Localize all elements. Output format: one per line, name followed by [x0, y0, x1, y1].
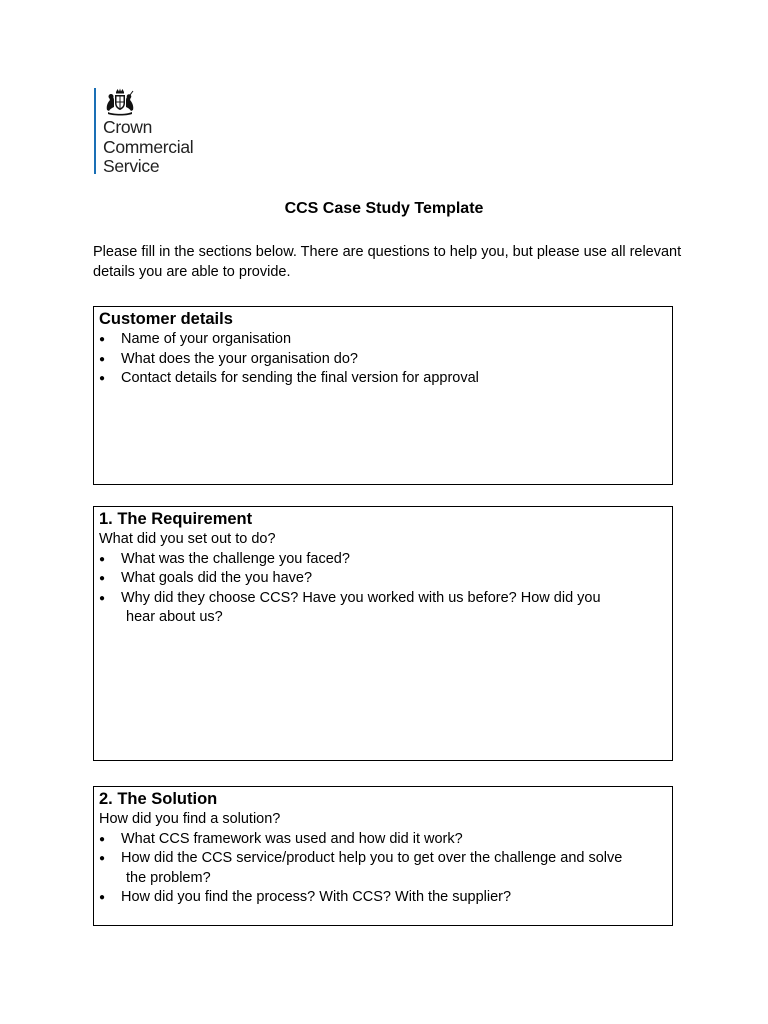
solution-section[interactable] [93, 786, 673, 926]
logo-divider-bar [94, 88, 96, 174]
question-text: How did the CCS service/product help you to get over the challenge and solve [121, 850, 623, 866]
question-text: How did you find the process? With CCS? With the supplier? [121, 889, 512, 905]
section-heading: 1. The Requirement [99, 510, 253, 528]
question-text: What does the your organisation do? [121, 350, 358, 367]
bullet-icon: ● [99, 892, 106, 903]
question-list [99, 830, 667, 908]
bullet-icon: ● [99, 592, 106, 604]
list-item [99, 830, 667, 850]
bullet-icon: ● [99, 334, 106, 345]
question-text: Why did they choose CCS? Have you worked with us before? How did you [121, 589, 601, 606]
question-text: Name of your organisation [121, 331, 292, 347]
logo-line-crown: Crown [103, 117, 153, 137]
question-text-continued: the problem? [126, 869, 211, 886]
crown-commercial-service-logo [94, 88, 224, 174]
list-item [99, 849, 667, 888]
list-item [99, 330, 667, 350]
bullet-icon: ● [99, 853, 106, 864]
list-item [99, 569, 667, 589]
question-list [99, 330, 667, 389]
question-text: What was the challenge you faced? [121, 550, 350, 567]
requirement-section[interactable] [93, 506, 673, 761]
section-heading: 2. The Solution [99, 790, 218, 808]
bullet-icon: ● [99, 353, 106, 365]
question-text: What goals did the you have? [121, 570, 313, 586]
question-text: What CCS framework was used and how did it work? [121, 830, 463, 847]
logo-line-commercial: Commercial [103, 136, 194, 157]
royal-crest-icon [103, 88, 137, 116]
list-item [99, 589, 667, 628]
logo-wordmark [103, 118, 193, 177]
logo-line-service: Service [103, 156, 160, 176]
bullet-icon: ● [99, 573, 106, 584]
section-lead-question: What did you set out to do? [99, 531, 276, 547]
list-item [99, 550, 667, 570]
section-heading: Customer details [99, 310, 233, 328]
list-item [99, 350, 667, 370]
bullet-icon: ● [99, 833, 106, 845]
document-title: CCS Case Study Template [284, 200, 484, 217]
section-lead-question: How did you find a solution? [99, 811, 281, 827]
customer-details-section[interactable] [93, 306, 673, 485]
bullet-icon: ● [99, 553, 106, 565]
bullet-icon: ● [99, 373, 106, 384]
question-text: Contact details for sending the final version for approval [121, 370, 479, 386]
question-list [99, 550, 667, 628]
list-item [99, 888, 667, 908]
intro-paragraph: Please fill in the sections below. There are questions to help you, but please use all relevant details you are able to provide. [93, 244, 682, 280]
list-item [99, 369, 667, 389]
question-text-continued: hear about us? [126, 609, 223, 625]
